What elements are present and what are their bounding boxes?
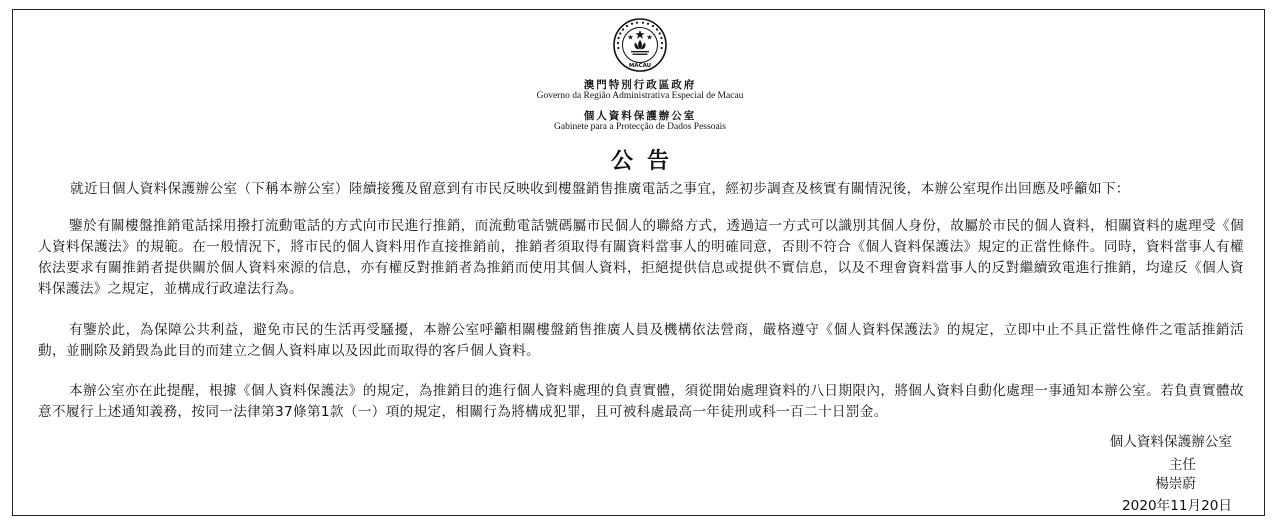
signature-date: 2020年11月20日: [1122, 498, 1232, 514]
office-name-zh: 個人資料保護辦公室: [583, 110, 697, 122]
paragraph-1: 鑒於有關樓盤推銷電話採用撥打流動電話的方式向市民進行推銷，而流動電話號碼屬市民個人的聯絡方式，透過這一方式可以識別其個人身份，故屬於市民的個人資料，相關資料的處理受《個人資料保護法》的規範。在一般情況下，將市民的個人資料用作直接推銷前，推銷者須取得有關資料當事人的明確同意，否則不符合《個人資料保護法》規定的正當性條件。同時，資料當事人有權依法要求有關推銷者提供關於個人資料來源的信息，亦有權反對推銷者為推銷而使用其個人資料，拒絕提供信息或提供不實信息，以及不理會資料當事人的反對繼續致電進行推銷，均違反《個人資料保護法》之規定，並構成行政違法行為。: [38, 218, 1244, 297]
paragraph-3: 本辦公室亦在此提醒，根據《個人資料保護法》的規定，為推銷目的進行個人資料處理的負責實體，須從開始處理資料的八日期限內，將個人資料自動化處理一事通知本辦公室。若負責實體故意不履行上述通知義務，按同一法律第37條第1款（一）項的規定，相關行為將構成犯罪，且可被科處最高一年徒刑或科一百二十日罰金。: [38, 383, 1244, 420]
government-name-zh: 澳門特別行政區政府: [583, 79, 697, 91]
notice-intro: 就近日個人資料保護辦公室（下稱本辦公室）陸續接獲及留意到有市民反映收到樓盤銷售推廣電話之事宜，經初步調查及核實有關情況後，本辦公室現作出回應及呼籲如下：: [70, 181, 1130, 197]
signature-office: 個人資料保護辦公室: [1109, 434, 1232, 450]
signature-position: 主任: [1168, 457, 1196, 473]
signature-name: 楊崇蔚: [1155, 476, 1196, 492]
government-name-pt: Governo da Região Administrativa Especial de Macau: [536, 91, 744, 101]
office-name-pt: Gabinete para a Protecção de Dados Pessoais: [554, 122, 726, 132]
emblem-label: MACAU: [628, 62, 652, 69]
paragraph-2: 有鑒於此，為保障公共利益，避免市民的生活再受騷擾，本辦公室呼籲相關樓盤銷售推廣人員及機構依法營商，嚴格遵守《個人資料保護法》的規定，立即中止不具正當性條件之電話推銷活動，並刪除及銷毀為此目的而建立之個人資料庫以及因此而取得的客戶個人資料。: [38, 322, 1244, 359]
notice-title: 公告: [610, 149, 683, 174]
macau-emblem-icon: [613, 18, 667, 72]
